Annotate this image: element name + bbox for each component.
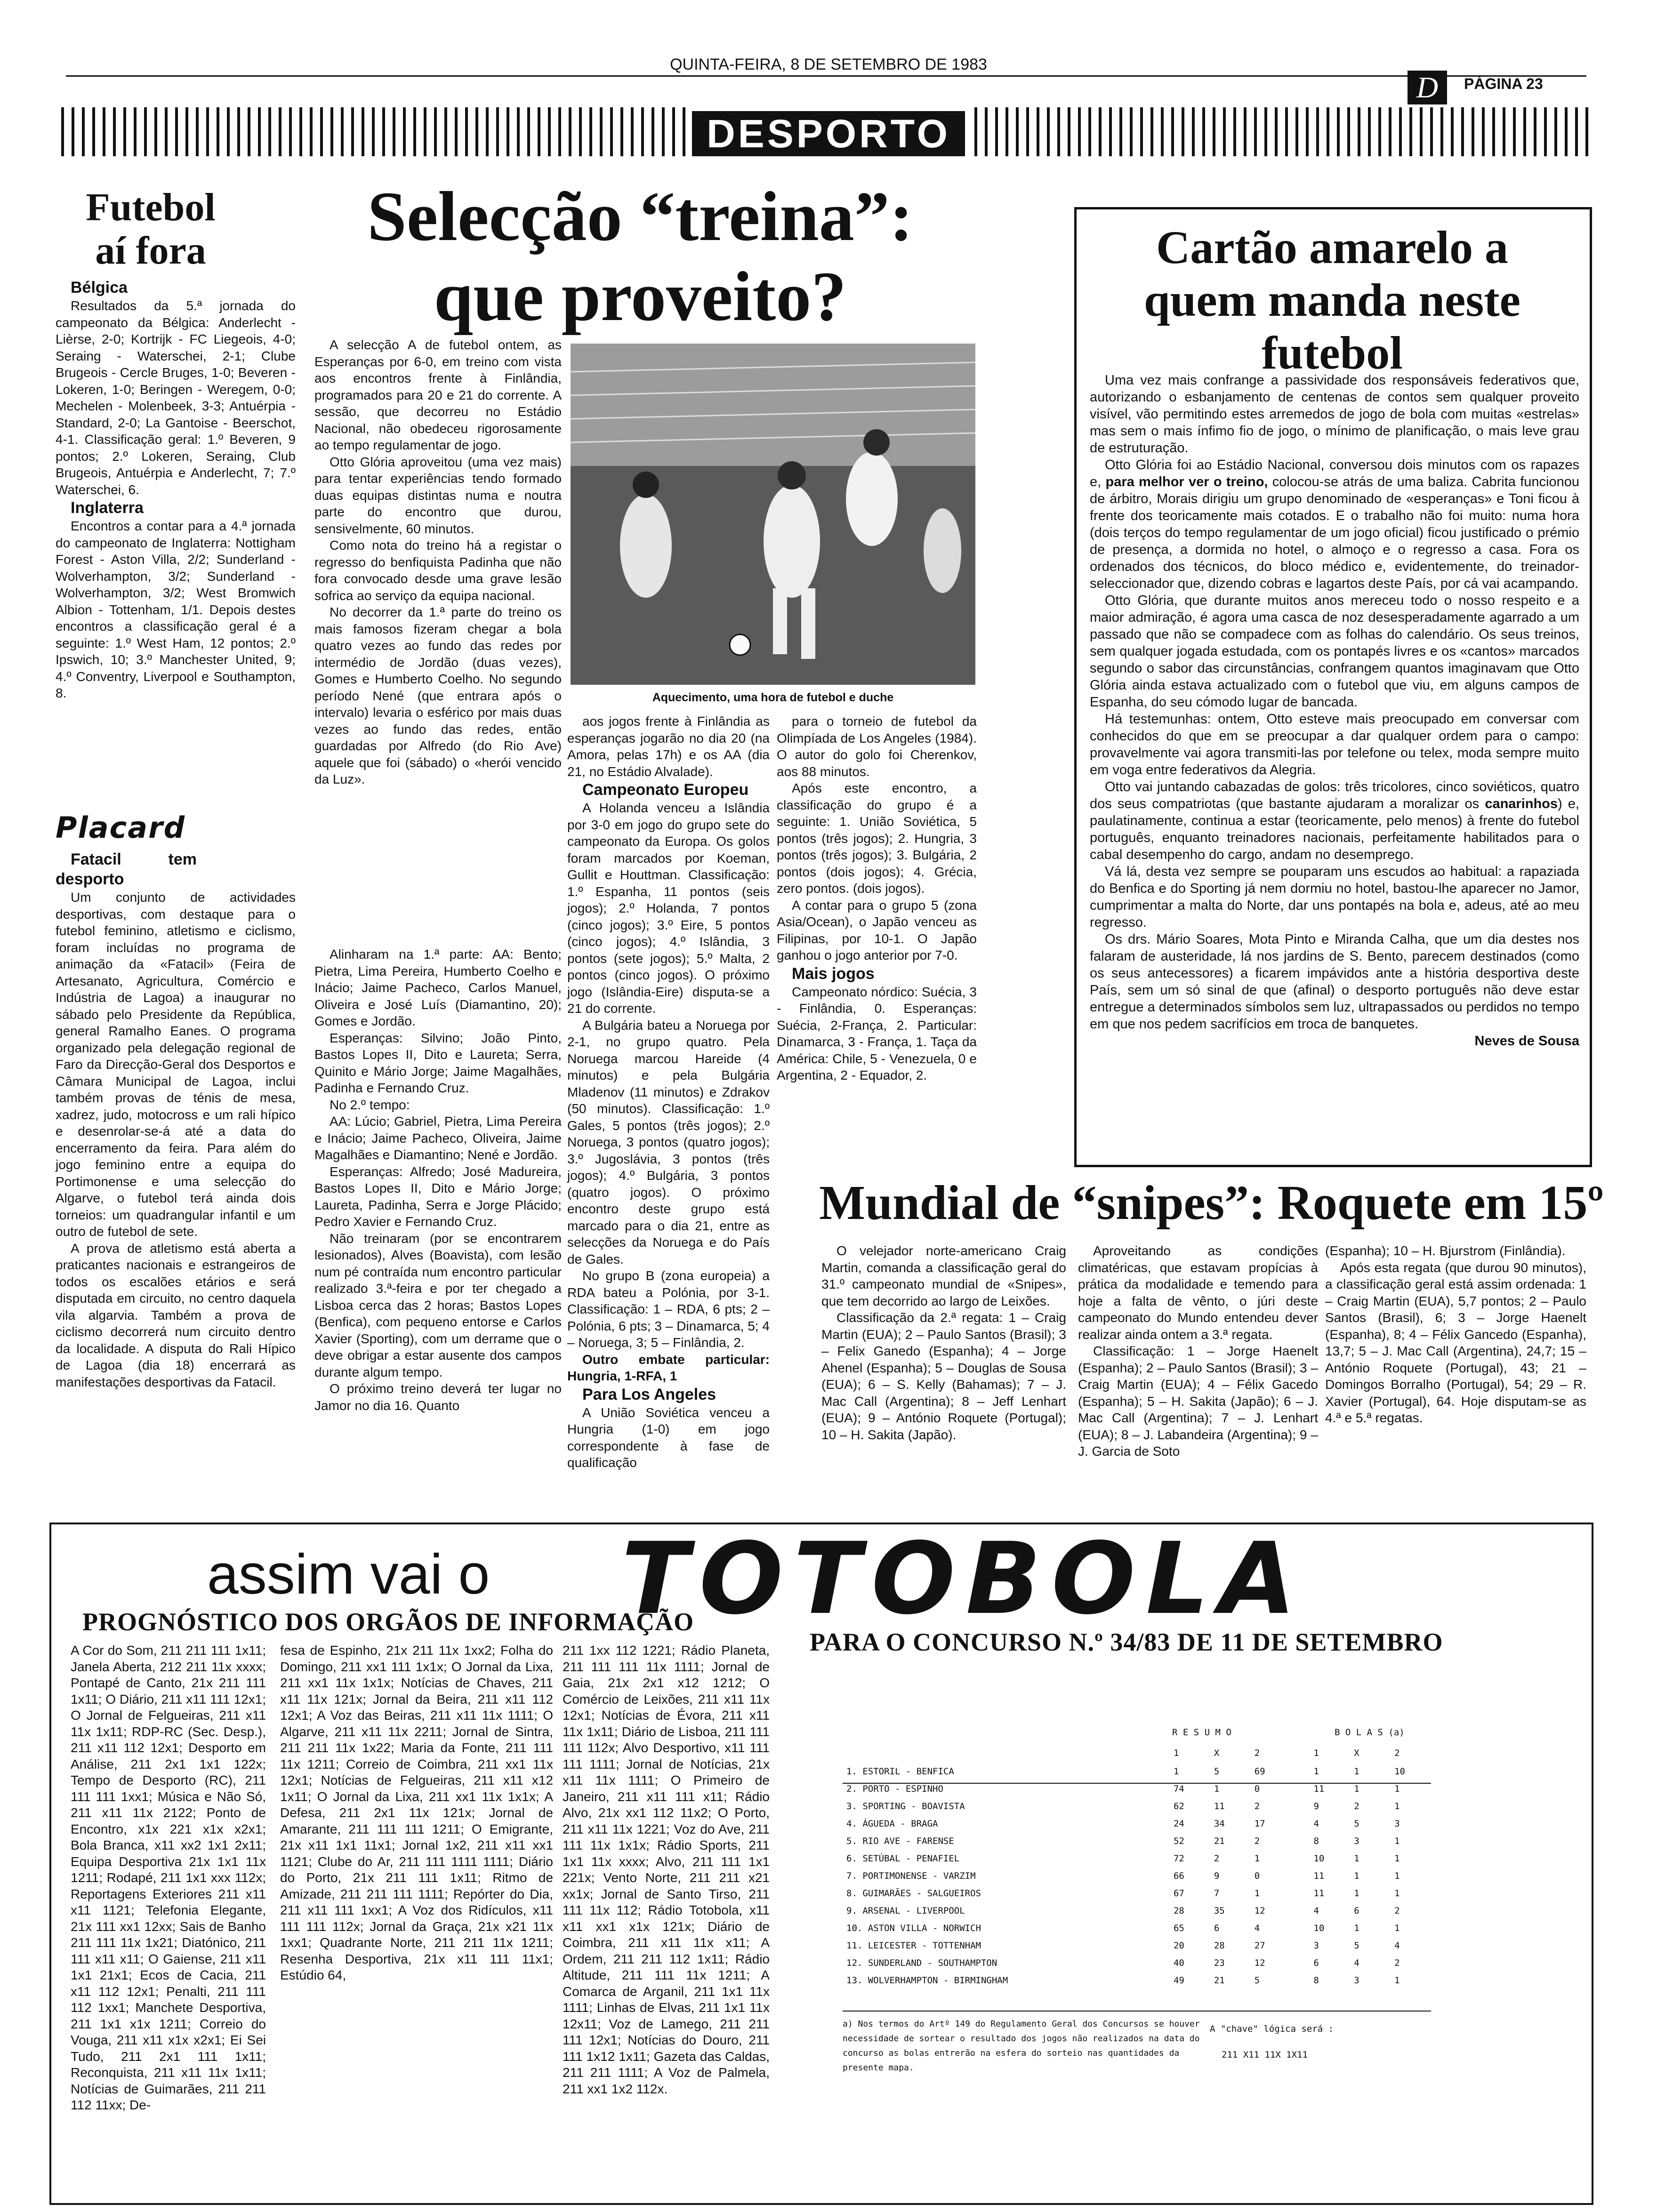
cartao-title: Cartão amarelo a quem manda neste futebol — [1143, 221, 1521, 379]
seleccao-c3p5: A União Soviética venceu a Hungria (1-0) em jogo correspondente à fase de qualificação — [567, 1405, 770, 1470]
cartao-author: Neves de Sousa — [1474, 1034, 1579, 1049]
cartao-p3: Otto Glória, que durante muitos anos mereceu todo o nosso respeito e a maior admiração, é agora uma casca de noz desesperadamente agarrado a um passado que não se compadece com as folhas do calendário. Os seus treinos, sem qualquer jogada estudada, com os pontapés livres e os «cantos» marcados segundo o sabor das circunstâncias, confrangem quantos imaginavam que Otto Glória ainda estava actualizado com o futebol que viu, em alguns campos de Espanha, do seu cómodo lugar de bancada. — [1090, 593, 1579, 710]
col-header: X — [1214, 1748, 1220, 1758]
bolas-label: B O L A S (a) — [1335, 1727, 1405, 1738]
resumo-cell-bx: 1 — [1354, 1870, 1359, 1881]
resumo-cell-b1: 4 — [1313, 1905, 1319, 1916]
resumo-cell-r2: 0 — [1254, 1870, 1260, 1881]
resumo-cell-game: 2. PORTO - ESPINHO — [846, 1783, 943, 1794]
resumo-cell-rx: 23 — [1214, 1957, 1225, 1968]
resumo-cell-game: 13. WOLVERHAMPTON - BIRMINGHAM — [846, 1975, 1008, 1986]
resumo-row — [843, 1937, 1431, 1954]
resumo-cell-r2: 2 — [1254, 1835, 1260, 1846]
resumo-cell-b2: 10 — [1394, 1766, 1405, 1777]
resumo-cell-game: 5. RIO AVE - FARENSE — [846, 1835, 954, 1846]
totobola-col3-text: 211 1xx 112 1221; Rádio Planeta, 211 111 111 11x 1111; Jornal de Gaia, 21x 2x1 x12 1212; O Comércio de Leixões, 211 x11 11x 12x1; Notícias de Évora, 211 x11 11x 1x11; Diário de Lisboa, 211 111 111 112x; Alvo Desportivo, x11 111 111 1111; Jornal de Notícias, 21x x11 11x 1111; O Primeiro de Janeiro, 211 x11 111 x11; Rádio Alvo, 21x xx1 112 11x2; O Porto, 211 x11 11x 1221; Voz do Ave, 211 111 11x 1x1x; Rádio Sports, 211 1x1 11x xxxx; Alvo, 211 111 1x1 221x; Vento Norte, 211 211 x21 xx1x; Jornal de Santo Tirso, 211 111 11x 112; Rádio Totobola, x11 x11 xx1 x1x 121x; Diário de Coimbra, 211 x11 11x x11; A Ordem, 211 211 112 1x11; Rádio Altitude, 211 111 11x 1211; A Comarca de Arganil, 211 1x1 11x 1111; Linhas de Elvas, 211 1x1 11x 12x11; Voz de Lamego, 211 211 111 12x1; Notícias do Douro, 211 111 1x12 1x11; Gazeta das Caldas, 211 211 1111; A Voz de Palmela, 211 xx1 1x2 112x. — [563, 1643, 770, 2096]
resumo-cell-bx: 2 — [1354, 1801, 1359, 1811]
snipes-c1p2: Classificação da 2.ª regata: 1 – Craig Martin (EUA); 2 – Paulo Santos (Brasil); 3 – Felix Ganedo (Espanha); 4 – Jorge Ahenel (Espanha); 5 – Douglas de Sousa (EUA); 6 – S. Kelly (Bahamas); 7 – J. Mac Call (Argentina); 8 – Jeff Lenhart (EUA); 9 – António Roquete (Portugal); 10 – H. Sakita (Japão). — [821, 1310, 1066, 1442]
resumo-cell-bx: 3 — [1354, 1835, 1359, 1846]
seleccao-c2p6: Não treinaram (por se encontrarem lesionados), Alves (Boavista), com lesão num pé contraída num encontro particular realizado 3.ª-feira e por ter chegado a Lisboa cerca das 2 horas; Bastos Lopes (Benfica), com pequeno entorse e Carlos Xavier (Sporting), com um derrame que o deve obrigar a estar ausente dos campos durante algum tempo. — [314, 1231, 562, 1379]
col-header: 2 — [1394, 1748, 1400, 1758]
resumo-cell-r1: 20 — [1173, 1940, 1184, 1951]
newspaper-logo: D — [1408, 71, 1447, 104]
totobola-headline-right: PARA O CONCURSO N.º 34/83 DE 11 DE SETEMBRO — [810, 1628, 1443, 1656]
resumo-cell-b2: 2 — [1394, 1957, 1400, 1968]
snipes-c1p1: O velejador norte-americano Craig Martin, comanda a classificação geral do 31.º campeonato mundial de «Snipes», que tem decorrido ao largo de Leixões. — [821, 1243, 1066, 1308]
banner-stripes-left — [61, 107, 687, 156]
resumo-cell-rx: 11 — [1214, 1801, 1225, 1811]
resumo-cell-game: 10. ASTON VILLA - NORWICH — [846, 1923, 981, 1933]
belgica-subhead: Bélgica — [71, 279, 128, 297]
resumo-cell-r2: 69 — [1254, 1766, 1265, 1777]
los-angeles-subhead: Para Los Angeles — [582, 1385, 716, 1403]
resumo-row — [843, 1815, 1431, 1832]
futebol-title: Futebol aí fora — [86, 185, 216, 272]
totobola-col1-text: A Cor do Som, 211 211 111 1x11; Janela Aberta, 212 211 11x xxxx; Pontapé de Canto, 21x 211 111 1x11; O Diário, 211 x11 111 12x1; O Jornal de Felgueiras, 211 x11 11x 1x11; RDP-RC (Sec. Desp.), 211 x11 112 12x1; Desporto em Análise, 211 2x1 1x1 122x; Tempo de Desporto (RC), 211 111 111 1xx1; Música e Não Só, 211 x11 11x 2122; Ponto de Encontro, x1x 221 x1x x2x1; Bola Branca, x11 xx2 1x1 2x11; Equipa Desportiva 21x 1x1 11x 1211; Rodapé, 211 1x1 xxx 112x; Reportagens Exteriores 211 x11 x11 1121; Telefonia Elegante, 21x 111 xx1 12xx; Sais de Banho 211 111 11x 1x21; Diatónico, 211 111 x11 x11; O Gaiense, 211 x11 1x1 21x1; Ecos de Cacia, 211 x11 112 12x1; Penalti, 211 111 112 1xx1; Manchete Desportiva, 211 1x1 x1x 1211; Correio do Vouga, 211 x11 x1x x2x1; Ei Sei Tudo, 211 2x1 111 1x11; Reconquista, 211 x11 11x 1x11; Notícias de Guimarães, 211 211 112 11xx; De- — [71, 1643, 266, 2112]
resumo-cell-game: 12. SUNDERLAND - SOUTHAMPTON — [846, 1957, 997, 1968]
snipes-c2p1: Aproveitando as condições climatéricas, que estavam propícias à prática da modalidade e temendo para hoje a falta de vênto, o júri deste campeonato do Mundo entendeu dever realizar ainda ontem a 3.ª regata. — [1078, 1243, 1318, 1342]
inglaterra-subhead: Inglaterra — [71, 499, 144, 517]
resumo-cell-b1: 10 — [1313, 1853, 1325, 1864]
totobola-column-3 — [563, 1643, 770, 2097]
resumo-row — [843, 1867, 1431, 1884]
seleccao-c2p5: Esperanças: Alfredo; José Madureira, Bastos Lopes II, Dito e Mário Jorge; Laureta, Padinha, Serra e Jorge Plácido; Pedro Xavier e Fernando Cruz. — [314, 1164, 562, 1229]
resumo-cell-rx: 34 — [1214, 1818, 1225, 1829]
seleccao-title-line2: que proveito? — [434, 257, 847, 336]
resumo-cell-r1: 67 — [1173, 1888, 1184, 1899]
resumo-cell-bx: 5 — [1354, 1818, 1359, 1829]
resumo-cell-bx: 1 — [1354, 1853, 1359, 1864]
resumo-cell-r1: 65 — [1173, 1923, 1184, 1933]
totobola-assim: assim vai o — [207, 1543, 490, 1606]
seleccao-c3p3: A Bulgária bateu a Noruega por 2-1, no grupo quatro. Pela Noruega marcou Hareide (4 minutos) e pela Bulgária Mladenov (11 minutos) e Zdrakov (50 minutos). Classificação: 1.º Gales, 5 pontos (três jogos); 2.º Noruega, 3 pontos (quatro jogos); 3.º Jugoslávia, 3 pontos (três jogos); 4.º Bulgária, 3 pontos (quatro jogos). O próximo encontro deste grupo está marcado para o dia 21, entre as selecções da Noruega e do País de Gales. — [567, 1018, 770, 1266]
resumo-cell-rx: 6 — [1214, 1923, 1220, 1933]
resumo-cell-rx: 9 — [1214, 1870, 1220, 1881]
resumo-cell-r2: 2 — [1254, 1801, 1260, 1811]
col-header: 1 — [1313, 1748, 1319, 1758]
resumo-row — [843, 1850, 1431, 1867]
snipes-column-1 — [821, 1242, 1066, 1443]
placard-p1: Um conjunto de actividades desportivas, com destaque para o futebol feminino, atletismo e ciclismo, foram incluídas no programa de animação da «Fatacil» (Feira de Artesanato, Agricultura, Comércio e Indústria de Lagoa) a inaugurar no sábado pelo Presidente da República, general Ramalho Eanes. O programa organizado pela delegação regional de Faro da Direcção-Geral dos Desportos e Câmara Municipal de Lagoa, inclui também provas de ténis de mesa, xadrez, judo, motocross e um rali hípico e desenrolar-se-á até a data do encerramento da feira. Para além do jogo feminino entre a equipa do Portimonense e uma selecção do Algarve, o futebol terá ainda dois torneios: um quadrangular infantil e um outro de futebol de sete. — [56, 890, 296, 1239]
resumo-cell-r2: 5 — [1254, 1975, 1260, 1986]
resumo-cell-r1: 72 — [1173, 1853, 1184, 1864]
resumo-table — [843, 1744, 1431, 1989]
seleccao-c1p2: Otto Glória aproveitou (uma vez mais) para tentar experiências tendo formado duas equipas distintas numa e noutra parte do encontro que durou, sensivelmente, 60 minutos. — [314, 454, 562, 536]
resumo-cell-b1: 3 — [1313, 1940, 1319, 1951]
cartao-p5-a: Otto vai juntando cabazadas de golos: três tricolores, cinco soviéticos, quatro dos seus compatriotas (que bastante ajudaram a moralizar os — [1090, 779, 1579, 811]
resumo-cell-r1: 24 — [1173, 1818, 1184, 1829]
resumo-top-rule — [843, 1783, 1431, 1784]
seleccao-c3p2: A Holanda venceu a Islândia por 3-0 em jogo do grupo sete do campeonato da Europa. Os golos foram marcados por Koeman, Gullit e Houttman. Classificação: 1.º Espanha, 11 pontos (seis jogos); 2.º Holanda, 7 pontos (cinco jogos); 3.º Eire, 5 pontos (cinco jogos); 4.º Islândia, 3 pontos (sete jogos); 5.º Malta, 2 pontos (cinco jogos). O próximo jogo (Islândia-Eire) disputa-se a 21 do corrente. — [567, 801, 770, 1016]
resumo-cell-b1: 8 — [1313, 1975, 1319, 1986]
resumo-cell-b1: 9 — [1313, 1801, 1319, 1811]
outro-embate: Outro embate particular: Hungria, 1-RFA, 1 — [567, 1352, 770, 1383]
seleccao-column-1 — [314, 337, 562, 788]
resumo-row — [843, 1832, 1431, 1850]
resumo-cell-r1: 49 — [1173, 1975, 1184, 1986]
resumo-cell-game: 1. ESTORIL - BENFICA — [846, 1766, 954, 1777]
totobola-logo: TOTOBOLA — [621, 1521, 1306, 1636]
resumo-row — [843, 1763, 1431, 1780]
resumo-cell-b1: 4 — [1313, 1818, 1319, 1829]
cartao-p2 — [1090, 457, 1579, 592]
cartao-p5 — [1090, 778, 1579, 863]
resumo-cell-game: 9. ARSENAL - LIVERPOOL — [846, 1905, 965, 1916]
resumo-cell-r2: 12 — [1254, 1905, 1265, 1916]
header-date: QUINTA-FEIRA, 8 DE SETEMBRO DE 1983 — [670, 56, 987, 73]
resumo-cell-rx: 2 — [1214, 1853, 1220, 1864]
cartao-p2-a: Otto Glória foi ao Estádio Nacional, conversou dois minutos com os rapazes e, — [1090, 457, 1579, 489]
resumo-row — [843, 1902, 1431, 1919]
belgica-text: Resultados da 5.ª jornada do campeonato da Bélgica: Anderlecht - Lièrse, 2-0; Kortrijk - FC Liegeois, 4-0; Seraing - Waterschei, 2-1; Clube Brugeois - Cercle Bruges, 1-0; Beveren - Lokeren, 1-0; Beringen - Weregem, 0-0; Mechelen - Molenbeek, 3-3; Antuérpia - Standard, 2-0; La Gantoise - Beerschot, 4-1. Classificação geral: 1.º Beveren, 9 pontos; 2.º Lokeren, Seraing, Club Brugeois, Antuérpia e Anderlecht, 7; 7.º Waterschei, 6. — [56, 298, 296, 497]
seleccao-c4p1: para o torneio de futebol da Olimpíada de Los Angeles (1984). O autor do golo foi Cherenkov, aos 88 minutos. — [777, 714, 977, 779]
section-title: DESPORTO — [692, 111, 965, 156]
training-photo — [571, 344, 975, 685]
col-header: X — [1354, 1748, 1359, 1758]
seleccao-c1p4: No decorrer da 1.ª parte do treino os mais famosos fizeram chegar a bola quatro vezes ao fundo das redes por intermédio de Jordão (duas vezes), Gomes e Humberto Coelho. No segundo período Nené (que entrara após o intervalo) levaria o esférico por mais duas vezes ao fundo das redes, então guardadas por Alfredo (do Rio Ave) aquele que foi (sábado) o «herói vencido da Luz». — [314, 605, 562, 786]
placard-p2: A prova de atletismo está aberta a praticantes nacionais e estrangeiros de todos os escalões etários e será disputada em circuito, no centro daquela vila algarvia. Também a prova de ciclismo decorrerá num circuito dentro da localidade. A disputa do Rali Hípico de Lagoa (dia 18) encerrará as manifestações desportivas da Fatacil. — [56, 1241, 296, 1389]
seleccao-c4p3: A contar para o grupo 5 (zona Asia/Ocean), o Japão venceu as Filipinas, por 10-1. O Japão ganhou o jogo anterior por 7-0. — [777, 898, 977, 962]
resumo-cell-r2: 17 — [1254, 1818, 1265, 1829]
totobola-footnote: a) Nos termos do Artº 149 do Regulamento Geral dos Concursos se houver necessidade de sortear o resultado dos jogos não realizados na data do concurso as bolas entrerão na esfera do sorteio nas quantidades da presente mapa. — [843, 2019, 1200, 2073]
resumo-cell-b2: 1 — [1394, 1923, 1400, 1933]
cartao-p4: Há testemunhas: ontem, Otto esteve mais preocupado em conversar com conhecidos do que em se preocupar a dar qualquer ordem para o campo: provavelmente vai agora transmiti-las por telefone ou telex, moda sempre muito em voga entre federativos da Alegria. — [1090, 712, 1579, 777]
seleccao-c4p2: Após este encontro, a classificação do grupo é a seguinte: 1. União Soviética, 5 pontos (três jogos); 2. Hungria, 3 pontos (três jogos); 3. Bulgária, 2 pontos (dois jogos); 4. Grécia, zero pontos. (dois jogos). — [777, 781, 977, 896]
resumo-cell-r2: 27 — [1254, 1940, 1265, 1951]
seleccao-column-2 — [314, 946, 562, 1414]
cartao-p5-c: ) e, paulatinamente, continua a estar (teoricamente, pelo menos) à frente do futebol português, enquanto treinadores nacionais, perfeitamente habilitados para o cabal desempenho do cargo, andam no desemprego. — [1090, 796, 1579, 862]
resumo-cell-rx: 35 — [1214, 1905, 1225, 1916]
banner-stripes-right — [974, 107, 1591, 156]
snipes-title: Mundial de “snipes”: Roquete em 15º — [819, 1176, 1604, 1230]
seleccao-c1p3: Como nota do treino há a registar o regresso do benfiquista Padinha que não fora convocado desde uma grave lesão sofrica ao serviço da equipa nacional. — [314, 538, 562, 603]
resumo-cell-b2: 1 — [1394, 1888, 1400, 1899]
resumo-cell-game: 8. GUIMARÃES - SALGUEIROS — [846, 1888, 981, 1899]
resumo-cell-b1: 11 — [1313, 1783, 1325, 1794]
cartao-p2-bold: para melhor ver o treino, — [1105, 474, 1268, 489]
resumo-cell-rx: 1 — [1214, 1783, 1220, 1794]
seleccao-c2p2: Esperanças: Silvino; João Pinto, Bastos Lopes II, Dito e Laureta; Serra, Quinito e Mário Jorge; Jaime Magalhães, Padinha e Fernando Cruz. — [314, 1030, 562, 1095]
resumo-cell-b2: 3 — [1394, 1818, 1400, 1829]
seleccao-column-3 — [567, 713, 770, 1471]
resumo-cell-game: 7. PORTIMONENSE - VARZIM — [846, 1870, 976, 1881]
snipes-c3p1: (Espanha); 10 – H. Bjurstrom (Finlândia). — [1325, 1243, 1566, 1258]
seleccao-c2p7: O próximo treino deverá ter lugar no Jamor no dia 16. Quanto — [314, 1381, 562, 1413]
cartao-p7: Os drs. Mário Soares, Mota Pinto e Miranda Calha, que um dia destes nos falaram de austeridade, lá nos jardins de S. Bento, parecem destinados (como os seus antecessores) a ficarem impávidos ante a história desportiva deste País, sem um só sinal de que (afinal) o desporto português não deve estar entregue a determinados símbolos sem luz, ultrapassados ou perdidos no tempo em que nos pedem sacrifícios em troca de banquetes. — [1090, 932, 1579, 1032]
resumo-cell-rx: 7 — [1214, 1888, 1220, 1899]
seleccao-title-line1: Selecção “treina”: — [367, 177, 913, 256]
resumo-row — [843, 1884, 1431, 1902]
resumo-cell-r1: 62 — [1173, 1801, 1184, 1811]
resumo-cell-rx: 21 — [1214, 1835, 1225, 1846]
cartao-p1: Uma vez mais confrange a passividade dos responsáveis federativos que, autorizando o esbanjamento de centenas de contos sem qualquer proveito visível, vão permitindo estes arremedos de jogo de bola com muitas «estrelas» mas sem o mais ínfimo fio de jogo, o mínimo de planificação, o mais leve grau de estruturação. — [1090, 373, 1579, 456]
page-number: PÁGINA 23 — [1464, 75, 1543, 92]
resumo-cell-b2: 1 — [1394, 1870, 1400, 1881]
resumo-cell-r2: 0 — [1254, 1783, 1260, 1794]
resumo-cell-b2: 1 — [1394, 1783, 1400, 1794]
header-rule — [66, 75, 1586, 77]
snipes-c2p2: Classificação: 1 – Jorge Haenelt (Espanha); 2 – Paulo Santos (Brasil); 3 – Craig Martin (EUA); 4 – Félix Gacedo (Espanha); 5 – H. Sakita (Japão); 6 – J. Mac Call (Argentina); 7 – J. Lenhart (EUA); 8 – J. Labandeira (Argentina); 9 – J. Garcia de Soto — [1078, 1344, 1318, 1459]
resumo-rows — [843, 1763, 1431, 1989]
resumo-bottom-rule — [843, 2011, 1431, 2012]
resumo-cell-bx: 6 — [1354, 1905, 1359, 1916]
resumo-cell-bx: 1 — [1354, 1783, 1359, 1794]
photo-caption: Aquecimento, uma hora de futebol e duche — [652, 691, 894, 704]
resumo-cell-b1: 10 — [1313, 1923, 1325, 1933]
campeonato-europeu-subhead: Campeonato Europeu — [582, 781, 749, 799]
totobola-col2-text: fesa de Espinho, 21x 211 11x 1xx2; Folha do Domingo, 211 xx1 111 1x1x; O Jornal da Lixa, 211 xx1 11x 1x1x; Notícias de Chaves, 211 x11 11x 121x; Jornal da Beira, 211 x11 112 12x1; A Voz das Beiras, 211 x11 11x 1111; O Algarve, 211 x11 11x 2211; Jornal de Sintra, 211 211 11x 1x22; Maria da Fonte, 211 111 11x 1211; Correio de Coimbra, 211 xx1 11x 12x1; Notícias de Felgueiras, 211 x11 x12 1x11; O Jornal da Lixa, 211 xx1 11x 1x1x; A Defesa, 211 2x1 11x 121x; Jornal de Amarante, 211 111 111 1211; O Emigrante, 21x x11 1x1 11x1; Jornal 1x2, 211 x11 xx1 1121; Clube do Ar, 211 111 1111 1111; Diário do Porto, 21x 211 111 1x11; Ritmo de Amizade, 211 211 111 1111; Repórter do Dia, 211 x11 111 1xx1; A Voz dos Ridículos, x11 111 111 112x; Jornal da Graça, 21x x21 11x 1xx1; Quadrante Norte, 211 211 11x 1211; Resenha Desportiva, 21x x11 111 11x1; Estúdio 64, — [280, 1643, 553, 1982]
resumo-cell-b2: 4 — [1394, 1940, 1400, 1951]
resumo-row — [843, 1797, 1431, 1815]
resumo-cell-rx: 21 — [1214, 1975, 1225, 1986]
resumo-cell-r2: 1 — [1254, 1853, 1260, 1864]
resumo-cell-r1: 74 — [1173, 1783, 1184, 1794]
resumo-cell-b2: 1 — [1394, 1835, 1400, 1846]
mais-jogos-subhead: Mais jogos — [792, 964, 875, 983]
resumo-cell-game: 6. SETÚBAL - PENAFIEL — [846, 1853, 960, 1864]
resumo-cell-game: 3. SPORTING - BOAVISTA — [846, 1801, 965, 1811]
resumo-cell-b1: 6 — [1313, 1957, 1319, 1968]
resumo-cell-b2: 1 — [1394, 1975, 1400, 1986]
resumo-cell-game: 11. LEICESTER - TOTTENHAM — [846, 1940, 981, 1951]
resumo-cell-bx: 1 — [1354, 1888, 1359, 1899]
cartao-p6: Vá lá, desta vez sempre se pouparam uns escudos ao habitual: a rapaziada do Benfica e do Sporting já nem dormiu no hotel, bastou-lhe aparecer no Jamor, cumprimentar a malta do Norte, dar uns pontapés na bola e, adeus, até ao meu regresso. — [1090, 864, 1579, 930]
resumo-header-row — [843, 1744, 1431, 1763]
resumo-cell-rx: 28 — [1214, 1940, 1225, 1951]
resumo-cell-b2: 2 — [1394, 1905, 1400, 1916]
resumo-cell-bx: 4 — [1354, 1957, 1359, 1968]
seleccao-column-4 — [777, 713, 977, 1084]
resumo-cell-r1: 66 — [1173, 1870, 1184, 1881]
cartao-body — [1090, 372, 1579, 1050]
resumo-cell-r2: 4 — [1254, 1923, 1260, 1933]
resumo-cell-b2: 1 — [1394, 1853, 1400, 1864]
inglaterra-text: Encontros a contar para a 4.ª jornada do campeonato de Inglaterra: Nottigham Forest - Aston Villa, 2/2; Sunderland - Wolverhampton, 3/2; Sunderland -Wolverhampton, 3/2; West Bromwich Albion - Tottenham, 1/1. Depois destes encontros a classificação geral é a seguinte: 1.º West Ham, 12 pontos; 2.º Ipswich, 10; 3.º Manchester United, 9; 4.º Conventry, Liverpool e Southampton, 8. — [56, 519, 296, 700]
resumo-cell-r2: 12 — [1254, 1957, 1265, 1968]
resumo-row — [843, 1919, 1431, 1937]
resumo-cell-r2: 1 — [1254, 1888, 1260, 1899]
seleccao-c4p4: Campeonato nórdico: Suécia, 3 - Finlândia, 0. Esperanças: Suécia, 2-França, 2. Particular: Dinamarca, 3 - França, 1. Taça da América: Chile, 5 - Venezuela, 0 e Argentina, 2 - Equador, 2. — [777, 984, 977, 1082]
totobola-column-2 — [280, 1643, 553, 1984]
chave-label: A "chave" lógica será : — [1210, 2024, 1334, 2034]
resumo-row — [843, 1972, 1431, 1989]
resumo-cell-game: 4. ÁGUEDA - BRAGA — [846, 1818, 938, 1829]
resumo-cell-bx: 5 — [1354, 1940, 1359, 1951]
col-header: 1 — [1173, 1748, 1179, 1758]
resumo-cell-rx: 5 — [1214, 1766, 1220, 1777]
seleccao-c2p4: AA: Lúcio; Gabriel, Pietra, Lima Pereira e Inácio; Jaime Pacheco, Oliveira, Jaime Magalhães e Diamantino; Nené e Jordão. — [314, 1114, 562, 1162]
snipes-column-3 — [1325, 1242, 1586, 1427]
seleccao-c2p1: Alinharam na 1.ª parte: AA: Bento; Pietra, Lima Pereira, Humberto Coelho e Inácio; Jaime Pacheco, Carlos Manuel, Oliveira e José Luís (Diamantino, 20); Gomes e Jordão. — [314, 947, 562, 1028]
placard-title: Placard — [56, 810, 186, 845]
resumo-label: R E S U M O — [1172, 1727, 1231, 1738]
header-blank — [843, 1744, 1170, 1763]
resumo-cell-b1: 11 — [1313, 1870, 1325, 1881]
col-header: 2 — [1254, 1748, 1260, 1758]
placard-subhead: Fatacil tem desporto — [56, 850, 197, 888]
chave-value: 211 X11 11X 1X11 — [1222, 2050, 1308, 2060]
resumo-cell-b1: 1 — [1313, 1766, 1319, 1777]
seleccao-c1p1: A selecção A de futebol ontem, as Esperanças por 6-0, em treino com vista aos encontros frente à Finlândia, programados para 20 e 21 do corrente. A sessão, que decorreu no Estádio Nacional, não obedeceu rigorosamente ao tempo regulamentar de jogo. — [314, 337, 562, 452]
futebol-column — [56, 278, 296, 702]
resumo-cell-b1: 8 — [1313, 1835, 1319, 1846]
training-photo-drawing — [571, 344, 975, 685]
resumo-cell-bx: 1 — [1354, 1923, 1359, 1933]
totobola-column-1 — [71, 1643, 266, 2114]
seleccao-c3p4: No grupo B (zona europeia) a RDA bateu a Polónia, por 3-1. Classificação: 1 – RDA, 6 pts; 2 – Polónia, 6 pts; 3 – Dinamarca, 5; 4 – Noruega, 3; 5 – Finlândia, 2. — [567, 1268, 770, 1350]
totobola-headline-left: PROGNÓSTICO DOS ORGÃOS DE INFORMAÇÃO — [82, 1608, 694, 1636]
resumo-cell-r1: 28 — [1173, 1905, 1184, 1916]
cartao-p2-c: colocou-se atrás de uma baliza. Cabrita funcionou de árbitro, Morais dirigiu um grupo denominado de «esperanças» e Toni ficou à frente dos teoricamente mais cotados. E o trabalho não foi muito: numa hora (dois terços do tempo regulamentar de um jogo oficial) ficou justificado o prémio de presença, a dormida no hotel, o almoço e o regresso a casa. Fora os ordenados dos técnicos, do bloco médico e, evidentemente, do treinador-seleccionador que, dizendo cobras e lagartos deste País, por cá vai acampando. — [1090, 474, 1580, 591]
snipes-c3p2: Após esta regata (que durou 90 minutos), a classificação geral está assim ordenada: 1 – Craig Martin (EUA), 5,7 pontos; 2 – Paulo Santos (Brasil), 6; 3 – Jorge Haenelt (Espanha), 8; 4 – Félix Gancedo (Espanha), 13,7; 5 – J. Mac Call (Argentina), 24,7; 15 – António Roquete (Portugal), 43; 21 – Domingos Borralho (Portugal), 54; 29 – R. Xavier (Portugal), 64. Hoje disputam-se as 4.ª e 5.ª regatas. — [1325, 1260, 1586, 1425]
resumo-row — [843, 1954, 1431, 1972]
seleccao-c3p1: aos jogos frente à Finlândia as esperanças jogarão no dia 20 (na Amora, pelas 17h) e os AA (dia 21, no Estádio Alvalade). — [567, 714, 770, 779]
resumo-cell-r1: 40 — [1173, 1957, 1184, 1968]
resumo-cell-bx: 3 — [1354, 1975, 1359, 1986]
resumo-cell-bx: 1 — [1354, 1766, 1359, 1777]
seleccao-c2p3: No 2.º tempo: — [330, 1097, 410, 1112]
resumo-cell-b2: 1 — [1394, 1801, 1400, 1811]
placard-column — [56, 850, 296, 1390]
resumo-cell-r1: 1 — [1173, 1766, 1179, 1777]
resumo-cell-r1: 52 — [1173, 1835, 1184, 1846]
cartao-p5-bold: canarinhos — [1485, 796, 1558, 811]
resumo-cell-b1: 11 — [1313, 1888, 1325, 1899]
snipes-column-2 — [1078, 1242, 1318, 1460]
